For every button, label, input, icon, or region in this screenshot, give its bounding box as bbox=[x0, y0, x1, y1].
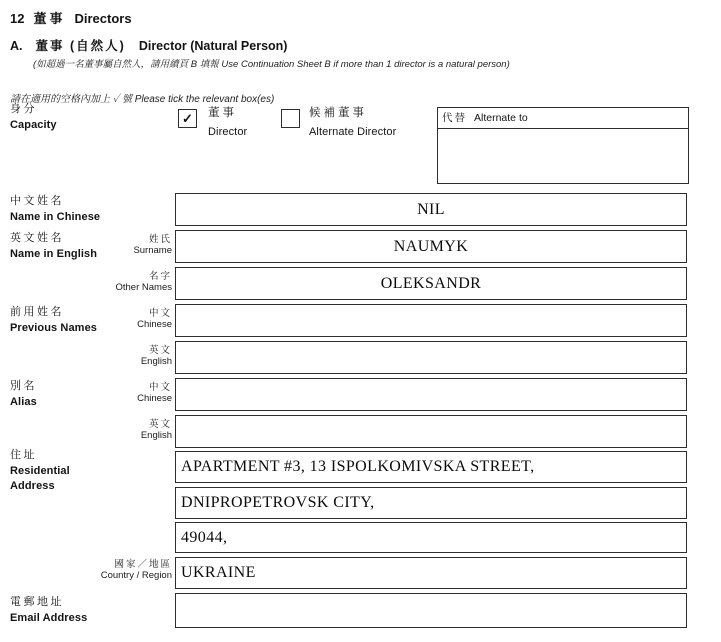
capacity-label-zh: 身分 bbox=[10, 103, 37, 115]
alternate-director-option-zh: 候補董事 bbox=[309, 107, 367, 119]
previous-names-chinese-field[interactable] bbox=[175, 304, 687, 337]
section-title-en: Directors bbox=[74, 11, 132, 26]
other-names-sublabel-en: Other Names bbox=[115, 282, 172, 294]
residential-address-label bbox=[10, 450, 70, 493]
previous-names-chinese-sublabel-en: Chinese bbox=[137, 319, 172, 331]
alias-chinese-sublabel-en: Chinese bbox=[137, 393, 172, 405]
previous-names-chinese-sublabel bbox=[30, 308, 172, 331]
previous-names-label-zh: 前用姓名 bbox=[10, 306, 64, 318]
director-option-label bbox=[208, 108, 247, 138]
subsection-title-en: Director (Natural Person) bbox=[138, 39, 288, 53]
other-names-sublabel-zh: 名字 bbox=[148, 271, 172, 282]
other-names-value: OLEKSANDR bbox=[380, 274, 482, 292]
surname-sublabel-zh: 姓氏 bbox=[148, 234, 172, 245]
surname-value: NAUMYK bbox=[393, 237, 469, 255]
email-address-label-zh: 電郵地址 bbox=[10, 596, 64, 608]
name-english-label-zh: 英文姓名 bbox=[10, 232, 64, 244]
director-option-en: Director bbox=[208, 125, 248, 138]
director-checkbox[interactable] bbox=[178, 109, 197, 128]
country-region-field[interactable] bbox=[175, 557, 687, 589]
previous-names-chinese-sublabel-zh: 中文 bbox=[148, 308, 172, 319]
alias-chinese-field[interactable] bbox=[175, 378, 687, 411]
address-line2-value: DNIPROPETROVSK CITY, bbox=[181, 494, 375, 511]
continuation-note: (如超過一名董事屬自然人，請用續頁 B 填報 Use Continuation Sheet B if more than 1 director is a natural person) bbox=[33, 59, 510, 70]
name-chinese-field[interactable] bbox=[175, 193, 687, 226]
country-region-value: UKRAINE bbox=[181, 564, 256, 581]
email-address-label-en: Email Address bbox=[10, 611, 88, 624]
residential-address-label-en1: Residential bbox=[10, 464, 70, 477]
country-region-sublabel-en: Country / Region bbox=[100, 570, 172, 582]
name-chinese-label-zh: 中文姓名 bbox=[10, 195, 64, 207]
residential-address-label-en2: Address bbox=[10, 480, 55, 493]
director-option-zh: 董事 bbox=[208, 107, 237, 119]
other-names-field[interactable] bbox=[175, 267, 687, 300]
tick-instruction: 請在適用的空格內加上 ✓ 號 Please tick the relevant box(es) bbox=[10, 94, 275, 105]
alternate-to-label-zh: 代替 bbox=[442, 112, 467, 124]
address-line3-value: 49044, bbox=[181, 528, 228, 546]
name-chinese-value: NIL bbox=[417, 200, 445, 218]
address-line1-field[interactable] bbox=[175, 451, 687, 483]
alias-english-sublabel-zh: 英文 bbox=[148, 419, 172, 430]
address-line3-field[interactable] bbox=[175, 522, 687, 553]
name-english-label-en: Name in English bbox=[10, 247, 98, 260]
capacity-label bbox=[10, 104, 57, 131]
previous-names-english-sublabel-zh: 英文 bbox=[148, 345, 172, 356]
subsection-letter: A. bbox=[10, 39, 23, 53]
alternate-to-box[interactable] bbox=[437, 107, 689, 184]
previous-names-english-sublabel-en: English bbox=[140, 356, 172, 368]
alias-chinese-sublabel-zh: 中文 bbox=[148, 382, 172, 393]
country-region-sublabel bbox=[30, 559, 172, 582]
subsection-title-zh: 董事 (自然人) bbox=[35, 39, 126, 53]
alias-chinese-sublabel bbox=[30, 382, 172, 405]
surname-field[interactable] bbox=[175, 230, 687, 263]
previous-names-english-sublabel bbox=[30, 345, 172, 368]
alias-english-sublabel bbox=[30, 419, 172, 442]
residential-address-label-zh: 住址 bbox=[10, 449, 37, 461]
address-line1-value: APARTMENT #3, 13 ISPOLKOMIVSKA STREET, bbox=[181, 458, 535, 475]
email-address-label bbox=[10, 597, 87, 624]
alias-label-en: Alias bbox=[10, 395, 37, 408]
section-title-zh: 董事 bbox=[33, 11, 66, 26]
other-names-sublabel bbox=[30, 271, 172, 294]
previous-names-label-en: Previous Names bbox=[10, 321, 97, 334]
alternate-director-option-en: Alternate Director bbox=[309, 125, 397, 138]
alias-english-field[interactable] bbox=[175, 415, 687, 448]
previous-names-english-field[interactable] bbox=[175, 341, 687, 374]
section-number: 12 bbox=[10, 11, 25, 26]
checkmark-icon: ✓ bbox=[182, 110, 193, 126]
alternate-director-option-label bbox=[309, 108, 396, 138]
alternate-to-value[interactable] bbox=[438, 129, 688, 179]
alternate-director-checkbox[interactable] bbox=[281, 109, 300, 128]
name-chinese-label bbox=[10, 196, 100, 223]
address-line2-field[interactable] bbox=[175, 487, 687, 519]
surname-sublabel bbox=[30, 234, 172, 257]
alternate-to-label-en: Alternate to bbox=[474, 112, 528, 124]
country-region-sublabel-zh: 國家／地區 bbox=[114, 559, 172, 570]
surname-sublabel-en: Surname bbox=[133, 245, 172, 257]
email-address-field[interactable] bbox=[175, 593, 687, 628]
alias-label-zh: 別名 bbox=[10, 380, 37, 392]
capacity-label-en: Capacity bbox=[10, 118, 57, 131]
alias-english-sublabel-en: English bbox=[140, 430, 172, 442]
subsection-heading bbox=[10, 36, 287, 54]
section-heading bbox=[10, 8, 132, 27]
alternate-to-header bbox=[438, 108, 688, 129]
name-chinese-label-en: Name in Chinese bbox=[10, 210, 101, 223]
